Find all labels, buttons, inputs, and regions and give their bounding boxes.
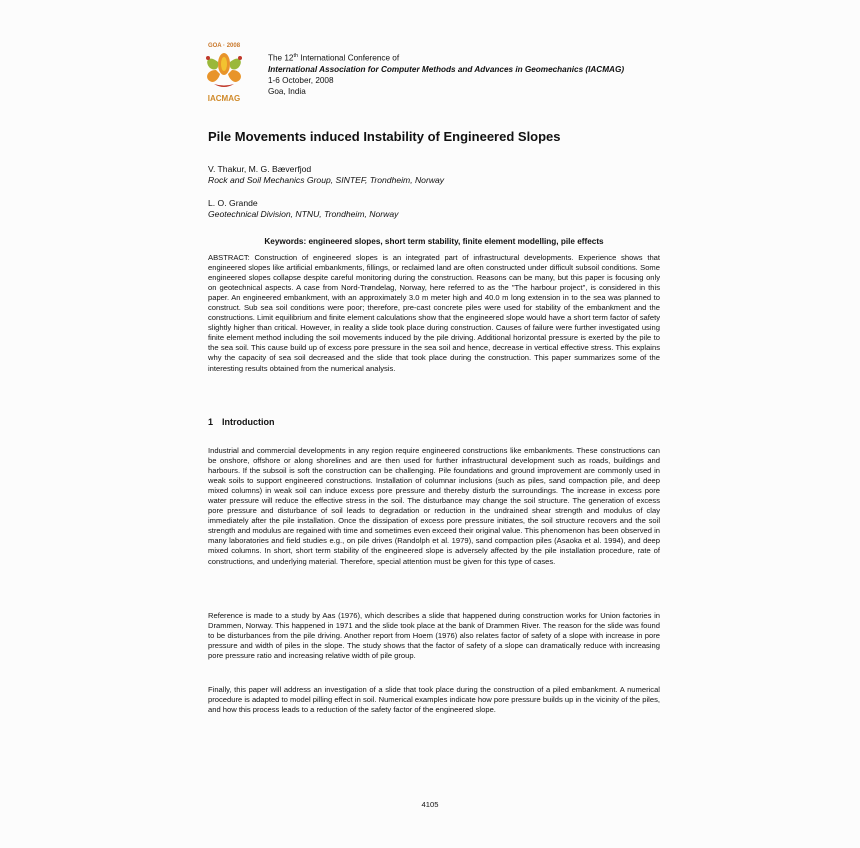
section-number: 1 [208,417,214,427]
iacmag-logo [200,40,248,104]
body-paragraph: Finally, this paper will address an investigation of a slide that took place during the construction of a piled embankment. A numerical procedure is adapted to model pilling effect in soil. Numerical examples indicate how pore pressure builds up in the vicinity of the piles, and how this process leads to a reduction of the safety factor of the engineered slope. [208,685,660,715]
conference-line: The 12th International Conference of [268,53,400,63]
author-names: V. Thakur, M. G. Bæverfjod [208,164,312,174]
author-affiliation: Rock and Soil Mechanics Group, SINTEF, Trondheim, Norway [208,175,445,185]
section-title: Introduction [222,417,275,427]
section-heading [208,417,275,427]
author-block-2 [208,198,398,220]
author-block-1 [208,164,444,186]
keywords: Keywords: engineered slopes, short term stability, finite element modelling, pile effects [264,237,604,246]
svg-text:GOA · 2008: GOA · 2008 [207,43,241,49]
body-paragraph: Reference is made to a study by Aas (1976), which describes a slide that happened during construction works for Union factories in Drammen, Norway. This happened in 1971 and the slide took place at the bank of Drammen River. The reason for the slide was found to be disturbances from the pile driving. Another report from Hoem (1976) also relates factor of safety of a slope with increase in pore pressure and width of piles in the slope. The study shows that the factor of safety of a slope can dramatically reduce with increasing pore pressure ratio and increasing relative width of pile group. [208,611,660,661]
author-affiliation: Geotechnical Division, NTNU, Trondheim, Norway [208,209,399,219]
conference-dates: 1-6 October, 2008 [268,75,334,85]
conference-location: Goa, India [268,86,306,96]
author-names: L. O. Grande [208,198,258,208]
page-number: 4105 [421,800,439,809]
conference-info [268,51,624,97]
conference-organization: International Association for Computer Methods and Advances in Geomechanics (IACMAG) [268,64,625,74]
body-paragraph: Industrial and commercial developments in any region require engineered constructions like embankments. These constructions can be onshore, offshore or along shorelines and are then used for further infrastructural development such as roads, buildings and harbours. If the subsoil is soft the construction can be challenging. Pile foundations and ground improvement are commonly used in weak soils to support engineered constructions. Installation of columnar inclusions (such as piles, sand compaction pile, and deep mixed columns) in weak soil can induce excess pore pressure and thereby disturb the surroundings. The increase in excess pore water pressure will reduce the effective stress in the soil. The disturbance may change the soil structure. The generation of excess pore pressure and disturbance of soil leads to degradation or reduction in the undrained shear strength and modulus of clay immediately after the pile installation. Once the dissipation of excess pore pressure initiates, the soil structure recovers and the soil strength and modulus are regained with time and sometimes even exceed their original value. This phenomenon has been observed in many laboratories and field studies e.g., on pile drives (Randolph et al. 1979), sand compaction piles (Asaoka et al. 1994), and deep mixed columns. In short, short term stability of the engineered slope is adversely affected by the pile installation procedure, rate of constructions, and underlying material. Therefore, special attention must be given for this type of cases. [208,446,660,566]
paper-title: Pile Movements induced Instability of Engineered Slopes [208,129,561,144]
logo-graphic [200,40,248,104]
abstract: ABSTRACT: Construction of engineered slopes is an integrated part of infrastructural developments. Experience shows that engineered slopes like artificial embankments, fillings, or reclaimed land are often constructed under difficult subsoil conditions. Some engineered slopes collapse despite careful monitoring during the construction. Reasons can be many, but this paper is focusing only on geotechnical aspects. A case from Nord-Trøndelag, Norway, here referred to as the "The harbour project", is considered in this paper. An engineered embankment, with an approximately 3.0 m meter high and 40.0 m long extension in to the sea was planned to construct. Sub sea soil conditions were poor; therefore, pre-cast concrete piles were used for stability of the embankment and the constructions. Limit equilibrium and finite element calculations show that the engineered slope would have a short term factor of safety slightly higher than critical. However, in reality a slide took place during construction. Causes of failure were further investigated using finite element method including the soil movements induced by the pile driving. Additional horizontal pressure is exerted by the pile to the sea soil. This cause build up of excess pore pressure in the sea soil and hence, decrease in vertical effective stress. This explains why the capacity of sea soil decreased and the slide that took place during the construction. This paper summarizes some of the interesting results obtained from the numerical analysis. [208,253,660,373]
svg-text:IACMAG: IACMAG [207,94,241,103]
